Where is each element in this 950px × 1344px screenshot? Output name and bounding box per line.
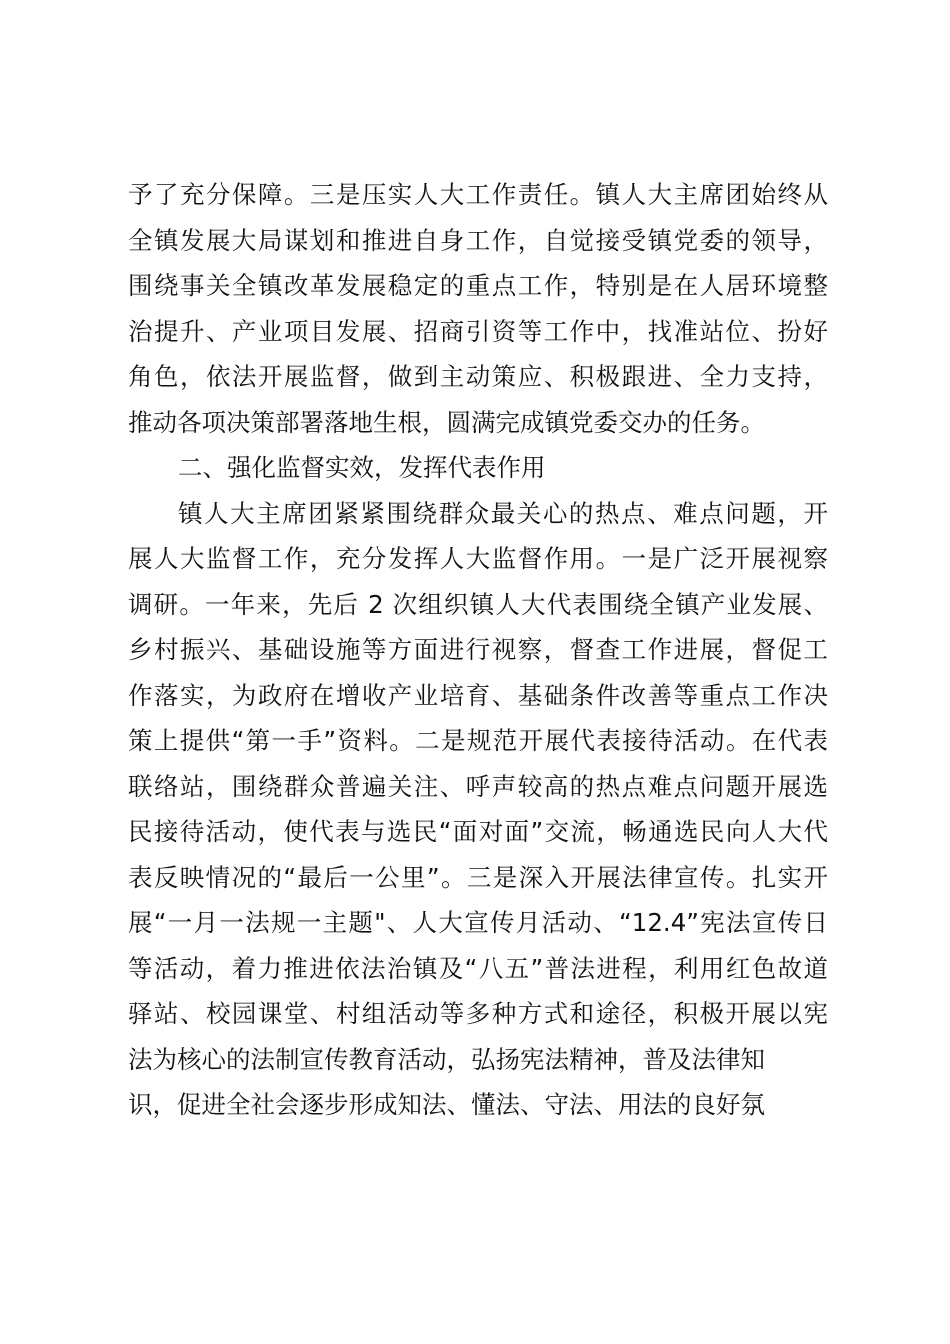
text-line: 治提升、产业项目发展、招商引资等工作中，找准站位、扮好 [128, 316, 828, 346]
section-heading: 二、强化监督实效，发挥代表作用 [178, 453, 546, 482]
text-line: 联络站，围绕群众普遍关注、呼声较高的热点难点问题开展选 [128, 771, 828, 801]
text-line: 等活动，着力推进依法治镇及“八五”普法进程，利用红色故道 [128, 953, 828, 983]
text-line: 策上提供“第一手”资料。二是规范开展代表接待活动。在代表 [128, 726, 828, 755]
text-line: 予了充分保障。三是压实人大工作责任。镇人大主席团始终从 [128, 180, 828, 209]
text-line: 调研。一年来，先后 2 次组织镇人大代表围绕全镇产业发展、 [128, 589, 828, 619]
text-line: 法为核心的法制宣传教育活动，弘扬宪法精神，普及法律知 [128, 1044, 765, 1074]
text-line: 识，促进全社会逐步形成知法、懂法、守法、用法的良好氛 [128, 1090, 765, 1119]
text-line: 展“一月一法规一主题"、人大宣传月活动、“12.4”宪法宣传日 [128, 908, 828, 937]
text-line: 角色，依法开展监督，做到主动策应、积极跟进、全力支持， [128, 362, 828, 391]
text-line: 民接待活动，使代表与选民“面对面”交流，畅通选民向人大代 [128, 817, 828, 846]
text-line: 驿站、校园课堂、村组活动等多种方式和途径，积极开展以宪 [128, 999, 828, 1028]
body-text [128, 172, 828, 1128]
text-line: 展人大监督工作，充分发挥人大监督作用。一是广泛开展视察 [128, 544, 828, 573]
text-line: 镇人大主席团紧紧围绕群众最关心的热点、难点问题，开 [178, 498, 828, 528]
text-line: 全镇发展大局谋划和推进自身工作，自觉接受镇党委的领导， [128, 225, 828, 255]
text-line: 围绕事关全镇改革发展稳定的重点工作，特别是在人居环境整 [128, 271, 828, 300]
text-line: 作落实，为政府在增收产业培育、基础条件改善等重点工作决 [128, 680, 828, 710]
text-line: 推动各项决策部署落地生根，圆满完成镇党委交办的任务。 [128, 407, 765, 437]
text-line: 乡村振兴、基础设施等方面进行视察，督查工作进展，督促工 [128, 635, 828, 664]
text-line: 表反映情况的“最后一公里”。三是深入开展法律宣传。扎实开 [128, 862, 828, 892]
